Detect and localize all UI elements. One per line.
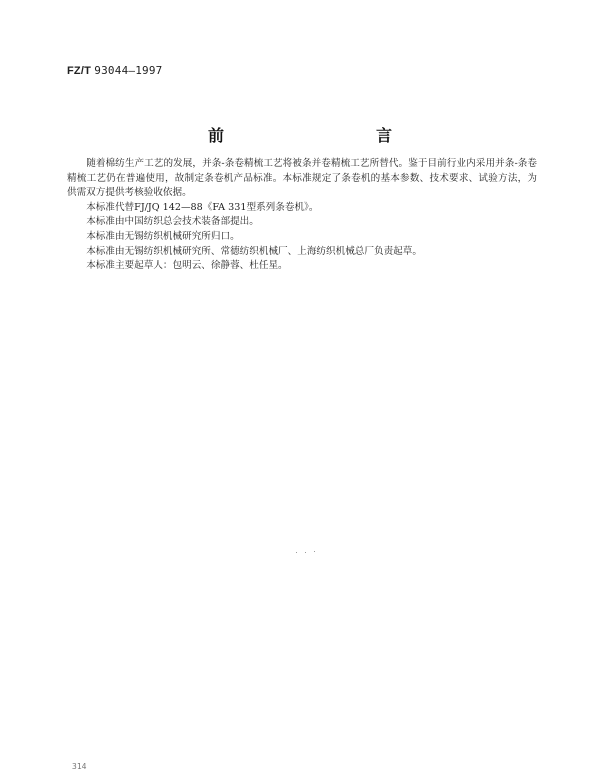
scan-speck <box>296 552 297 553</box>
paragraph-replaces: 本标准代替FJ/JQ 142—88《FA 331型系列条卷机》。 <box>86 201 319 213</box>
page-number: 314 <box>72 762 87 771</box>
standard-code-number: 93044—1997 <box>94 64 163 77</box>
paragraph-proposed-by: 本标准由中国纺织总会技术装备部提出。 <box>86 216 259 228</box>
paragraph-main-drafters: 本标准主要起草人：包明云、徐静蓉、杜任星。 <box>86 260 288 272</box>
foreword-body <box>67 157 537 274</box>
page-title: 前 言 <box>207 126 432 145</box>
paragraph-drafted-by: 本标准由无锡纺织机械研究所、常德纺织机械厂、上海纺织机械总厂负责起草。 <box>86 245 422 257</box>
standard-code-prefix: FZ/T <box>67 65 92 77</box>
paragraph-background: 随着棉纺生产工艺的发展，并条-条卷精梳工艺将被条并卷精梳工艺所替代。鉴于目前行业内采用并条-条卷精梳工艺仍在普遍使用，故制定条卷机产品标准。本标准规定了条卷机的基本参数、技术要求、试验方法，为供需双方提供考核验收依据。 <box>67 158 537 199</box>
scan-speck <box>305 552 306 553</box>
paragraph-centralized-by: 本标准由无锡纺织机械研究所归口。 <box>86 230 240 242</box>
standard-code <box>67 64 163 77</box>
scan-speck <box>314 551 315 552</box>
